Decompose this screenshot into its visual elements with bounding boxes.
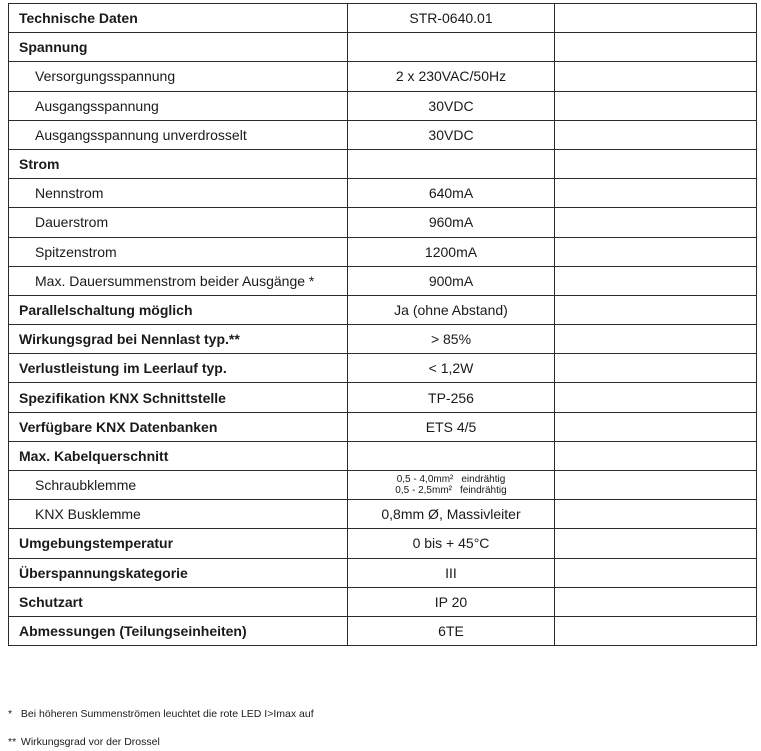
table-row <box>9 325 757 354</box>
row-label: Nennstrom <box>9 179 348 208</box>
table-row <box>9 354 757 383</box>
row-label: Verlustleistung im Leerlauf typ. <box>9 354 348 383</box>
row-extra <box>555 412 757 441</box>
row-label: Abmessungen (Teilungseinheiten) <box>9 616 348 645</box>
row-extra <box>555 558 757 587</box>
technical-data-table <box>8 3 757 646</box>
wire-size: 0,5 - 2,5mm² <box>395 485 452 497</box>
footnote <box>8 736 160 748</box>
table-row <box>9 500 757 529</box>
wire-type: feindrähtig <box>459 485 507 497</box>
table-row <box>9 237 757 266</box>
row-value <box>348 471 555 500</box>
row-label: Wirkungsgrad bei Nennlast typ.** <box>9 325 348 354</box>
row-extra <box>555 266 757 295</box>
row-value: III <box>348 558 555 587</box>
row-value: Ja (ohne Abstand) <box>348 295 555 324</box>
table-header-row <box>9 4 757 33</box>
table-row <box>9 120 757 149</box>
footnote <box>8 708 314 720</box>
row-extra <box>555 471 757 500</box>
row-extra <box>555 62 757 91</box>
row-value <box>348 33 555 62</box>
table-row <box>9 91 757 120</box>
table-row <box>9 266 757 295</box>
row-value: 0 bis + 45°C <box>348 529 555 558</box>
table-row <box>9 412 757 441</box>
row-value: 900mA <box>348 266 555 295</box>
table-row <box>9 471 757 500</box>
row-extra <box>555 587 757 616</box>
row-label: Ausgangsspannung unverdrosselt <box>9 120 348 149</box>
row-label: Spezifikation KNX Schnittstelle <box>9 383 348 412</box>
row-label: Spannung <box>9 33 348 62</box>
row-value: 2 x 230VAC/50Hz <box>348 62 555 91</box>
table-row <box>9 558 757 587</box>
table-row <box>9 33 757 62</box>
table-row <box>9 179 757 208</box>
row-label: Max. Kabelquerschnitt <box>9 441 348 470</box>
table-row <box>9 149 757 178</box>
row-extra <box>555 179 757 208</box>
table-row <box>9 383 757 412</box>
row-value: < 1,2W <box>348 354 555 383</box>
row-label: Strom <box>9 149 348 178</box>
row-extra <box>555 383 757 412</box>
row-label: Verfügbare KNX Datenbanken <box>9 412 348 441</box>
row-value: 30VDC <box>348 120 555 149</box>
row-extra <box>555 120 757 149</box>
row-value: 640mA <box>348 179 555 208</box>
footnote-mark: * <box>8 708 13 720</box>
row-extra <box>555 441 757 470</box>
row-extra <box>555 149 757 178</box>
header-label: Technische Daten <box>9 4 348 33</box>
footnote-text: Bei höheren Summenströmen leuchtet die rote LED I>Imax auf <box>20 708 314 720</box>
row-label: Schraubklemme <box>9 471 348 500</box>
wire-type: eindrähtig <box>461 474 506 486</box>
row-label: Parallelschaltung möglich <box>9 295 348 324</box>
footnote-mark: ** <box>8 736 17 748</box>
row-extra <box>555 208 757 237</box>
row-extra <box>555 91 757 120</box>
row-extra <box>555 295 757 324</box>
table-row <box>9 529 757 558</box>
row-label: Umgebungstemperatur <box>9 529 348 558</box>
row-value: 0,8mm Ø, Massivleiter <box>348 500 555 529</box>
row-label: Schutzart <box>9 587 348 616</box>
row-value <box>348 441 555 470</box>
table-row <box>9 208 757 237</box>
technical-data-table-body <box>9 4 757 646</box>
header-model: STR-0640.01 <box>348 4 555 33</box>
row-label: Dauerstrom <box>9 208 348 237</box>
row-value: 30VDC <box>348 91 555 120</box>
table-row <box>9 295 757 324</box>
row-extra <box>555 33 757 62</box>
row-value: 6TE <box>348 616 555 645</box>
row-label: Max. Dauersummenstrom beider Ausgänge * <box>9 266 348 295</box>
table-row <box>9 62 757 91</box>
row-value: ETS 4/5 <box>348 412 555 441</box>
table-row <box>9 441 757 470</box>
row-value <box>348 149 555 178</box>
table-row <box>9 587 757 616</box>
row-extra <box>555 237 757 266</box>
row-extra <box>555 616 757 645</box>
row-extra <box>555 354 757 383</box>
table-row <box>9 616 757 645</box>
row-extra <box>555 325 757 354</box>
wire-size: 0,5 - 4,0mm² <box>396 474 454 486</box>
row-value: 960mA <box>348 208 555 237</box>
footnote-text: Wirkungsgrad vor der Drossel <box>20 736 160 748</box>
row-label: Ausgangsspannung <box>9 91 348 120</box>
row-label: Überspannungskategorie <box>9 558 348 587</box>
value-line <box>348 485 554 496</box>
header-extra <box>555 4 757 33</box>
row-value: IP 20 <box>348 587 555 616</box>
row-extra <box>555 500 757 529</box>
row-value: > 85% <box>348 325 555 354</box>
row-value: TP-256 <box>348 383 555 412</box>
row-label: Versorgungsspannung <box>9 62 348 91</box>
row-value: 1200mA <box>348 237 555 266</box>
row-label: Spitzenstrom <box>9 237 348 266</box>
row-label: KNX Busklemme <box>9 500 348 529</box>
value-line <box>348 474 554 485</box>
row-extra <box>555 529 757 558</box>
